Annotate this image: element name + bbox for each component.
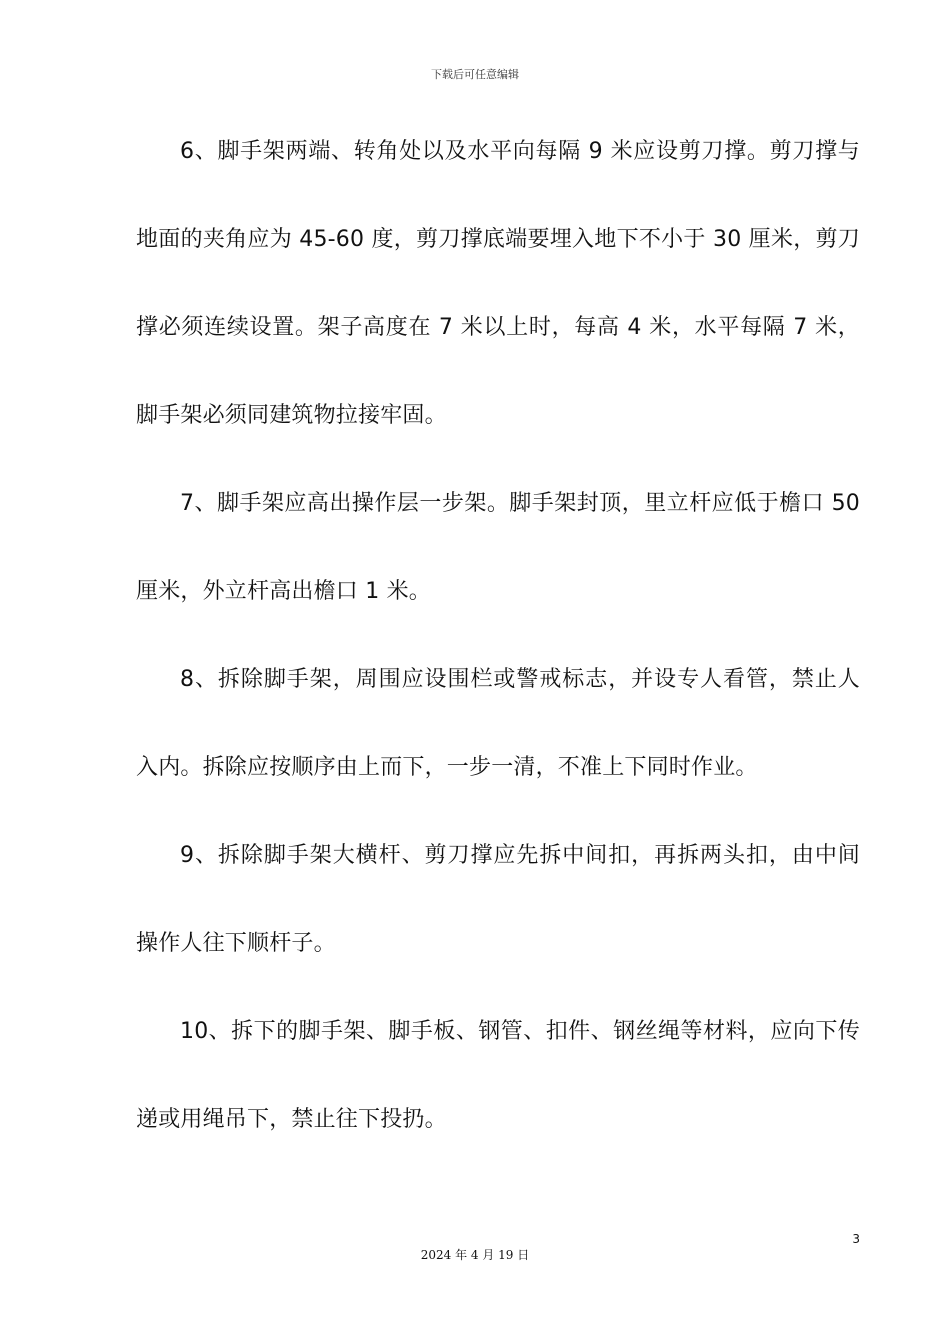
footer-date: 2024 年 4 月 19 日: [420, 1248, 530, 1262]
paragraph-10: 10、拆下的脚手架、脚手板、钢管、扣件、钢丝绳等材料，应向下传递或用绳吊下，禁止往下投扔。: [136, 1019, 860, 1132]
paragraph-8: 8、拆除脚手架，周围应设围栏或警戒标志，并设专人看管，禁止人入内。拆除应按顺序由上而下，一步一清，不准上下同时作业。: [136, 667, 860, 780]
page-header: 下载后可任意编辑: [431, 68, 519, 81]
document-body: [136, 108, 860, 1164]
paragraph-6: 6、脚手架两端、转角处以及水平向每隔 9 米应设剪刀撑。剪刀撑与地面的夹角应为 45-60 度，剪刀撑底端要埋入地下不小于 30 厘米，剪刀撑必须连续设置。架子高度在 7 米以上时，每高 4 米，水平每隔 7 米，脚手架必须同建筑物拉接牢固。: [136, 139, 860, 428]
paragraph-9: 9、拆除脚手架大横杆、剪刀撑应先拆中间扣，再拆两头扣，由中间操作人往下顺杆子。: [136, 843, 860, 956]
page-number: 3: [852, 1232, 860, 1246]
paragraph-7: 7、脚手架应高出操作层一步架。脚手架封顶，里立杆应低于檐口 50 厘米，外立杆高出檐口 1 米。: [136, 491, 860, 604]
